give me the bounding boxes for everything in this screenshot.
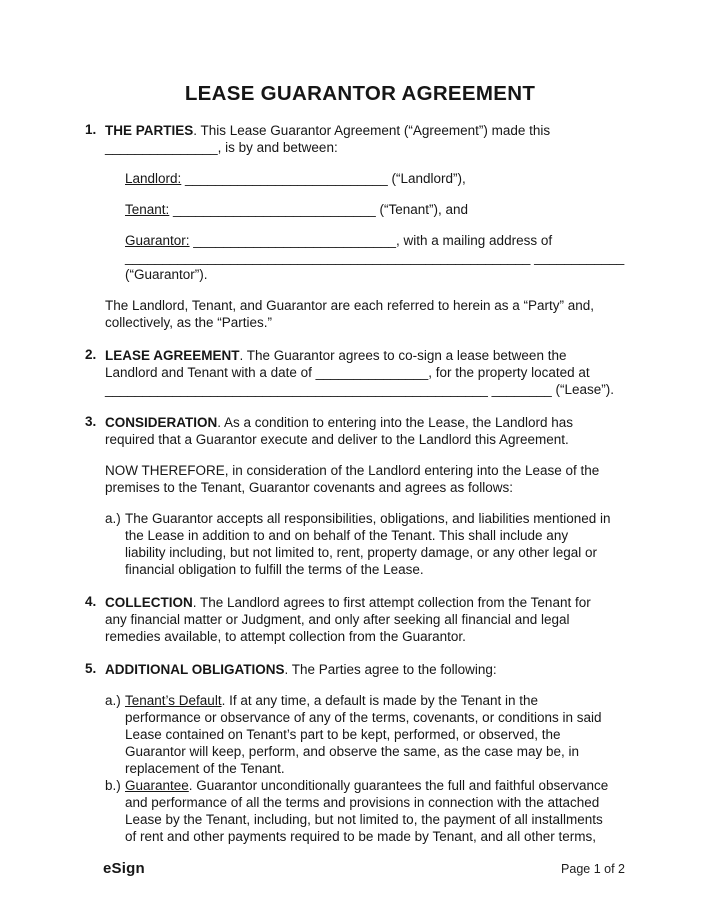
paragraph-line: of rent and other payments required to be made by Tenant, and all other terms,: [125, 829, 597, 844]
paragraph-text: . The Guarantor agrees to co-sign a lease between the: [239, 348, 567, 363]
paragraph-line: [105, 594, 660, 611]
paragraph-text: . As a condition to entering into the Lease, the Landlord has: [217, 415, 574, 430]
guarantor-blank-field: ___________________________, with a mailing address of: [189, 233, 553, 248]
paragraph-line: Lease by the Tenant, including, but not limited to, the payment of all installments: [125, 812, 603, 827]
esign-logo: eSign: [103, 860, 145, 877]
subitem-b-guarantee: [105, 777, 660, 845]
paragraph-text: . Guarantor unconditionally guarantees the full and faithful observance: [188, 778, 609, 793]
section-number: 5.: [85, 661, 97, 676]
paragraph-line: [105, 122, 660, 139]
subitem-a-consideration: [105, 510, 660, 578]
paragraph-text: . If at any time, a default is made by the Tenant in the: [221, 693, 539, 708]
paragraph-line: The Landlord, Tenant, and Guarantor are each referred to herein as a “Party” and,: [105, 298, 595, 313]
document-title: LEASE GUARANTOR AGREEMENT: [184, 82, 536, 105]
now-therefore-paragraph: [105, 462, 660, 496]
tenant-label: Tenant:: [125, 202, 170, 217]
section-heading: ADDITIONAL OBLIGATIONS: [105, 662, 285, 677]
paragraph-line: [125, 692, 660, 709]
paragraph-text: . The Landlord agrees to first attempt collection from the Tenant for: [192, 595, 591, 610]
section-heading: THE PARTIES: [105, 123, 194, 138]
document-content: [85, 122, 660, 845]
section-consideration: [85, 414, 660, 578]
paragraph-line: [125, 777, 660, 794]
subitem-a-tenants-default: [105, 692, 660, 777]
section-lease-agreement: [85, 347, 660, 398]
paragraph-text: . The Parties agree to the following:: [284, 662, 497, 677]
paragraph-line: [105, 661, 660, 678]
section-heading: LEASE AGREEMENT: [105, 348, 240, 363]
paragraph-line: remedies available, to attempt collection from the Guarantor.: [105, 629, 466, 644]
paragraph-text: . This Lease Guarantor Agreement (“Agreement”) made this: [193, 123, 551, 138]
paragraph-line-with-blank: _______________, is by and between:: [105, 140, 338, 155]
tenants-default-label: Tenant’s Default: [125, 693, 222, 708]
section-number: 4.: [85, 594, 97, 609]
section-number: 2.: [85, 347, 97, 362]
section-heading: CONSIDERATION: [105, 415, 218, 430]
paragraph-line: financial obligation to fulfill the terms of the Lease.: [125, 562, 424, 577]
paragraph-line: [105, 414, 660, 431]
guarantor-tag: (“Guarantor”).: [125, 267, 208, 282]
section-heading: COLLECTION: [105, 595, 193, 610]
subitem-letter: b.): [105, 778, 121, 793]
paragraph-line: performance or observance of any of the terms, covenants, or conditions in said: [125, 710, 602, 725]
paragraph-line: The Guarantor accepts all responsibilities, obligations, and liabilities mentioned in: [125, 511, 611, 526]
section-collection: [85, 594, 660, 645]
paragraph-line: replacement of the Tenant.: [125, 761, 285, 776]
section-the-parties: [85, 122, 660, 331]
paragraph-line: and performance of all the terms and provisions in connection with the attached: [125, 795, 600, 810]
paragraph-line: [105, 347, 660, 364]
landlord-line: [125, 170, 660, 187]
page-number: Page 1 of 2: [561, 862, 625, 876]
paragraph-line: any financial matter or Judgment, and only after seeking all financial and legal: [105, 612, 570, 627]
property-address-blank-field: ___________________________________________________ ________ (“Lease”).: [105, 382, 614, 397]
paragraph-line: the Lease in addition to and on behalf of the Tenant. This shall include any: [125, 528, 569, 543]
landlord-label: Landlord:: [125, 171, 182, 186]
paragraph-line: premises to the Tenant, Guarantor covenants and agrees as follows:: [105, 480, 513, 495]
guarantor-label: Guarantor:: [125, 233, 190, 248]
paragraph-line: Guarantor will keep, perform, and observe the same, as the case may be, in: [125, 744, 579, 759]
address-blank-field: ______________________________________________________ ____________: [125, 250, 625, 265]
paragraph-line: Lease contained on Tenant’s part to be kept, performed, or observed, the: [125, 727, 561, 742]
paragraph-line: liability including, but not limited to, rent, property damage, or any other legal or: [125, 545, 598, 560]
paragraph-line: required that a Guarantor execute and deliver to the Landlord this Agreement.: [105, 432, 569, 447]
paragraph-line: NOW THEREFORE, in consideration of the Landlord entering into the Lease of the: [105, 463, 600, 478]
parties-reference-paragraph: [105, 297, 660, 331]
guarantee-label: Guarantee: [125, 778, 189, 793]
paragraph-line: collectively, as the “Parties.”: [105, 315, 273, 330]
subitem-letter: a.): [105, 693, 121, 708]
section-additional-obligations: [85, 661, 660, 845]
subitem-letter: a.): [105, 511, 121, 526]
tenant-blank-field: ___________________________ (“Tenant”), and: [169, 202, 469, 217]
tenant-line: [125, 201, 660, 218]
paragraph-line-with-blank: Landlord and Tenant with a date of _______________, for the property located at: [105, 365, 590, 380]
section-number: 1.: [85, 122, 97, 137]
landlord-blank-field: ___________________________ (“Landlord”),: [181, 171, 466, 186]
section-number: 3.: [85, 414, 97, 429]
guarantor-line: [125, 232, 660, 283]
page-footer: [103, 860, 625, 877]
